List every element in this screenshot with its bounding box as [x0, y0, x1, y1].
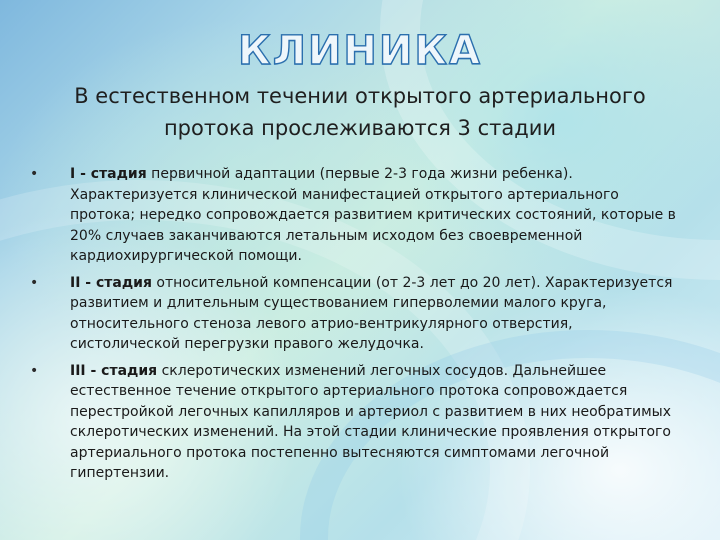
- stage-item-2: [26, 273, 686, 355]
- stage-description: относительной компенсации (от 2-3 лет до 20 лет). Характеризуется развитием и длительным существованием гиперволемии малого круга, относительного стеноза левого атрио-вентрикулярного отверстия, систолической перегрузки правого желудочка.: [70, 274, 673, 352]
- stage-item-3: [26, 361, 686, 484]
- stage-description: первичной адаптации (первые 2-3 года жизни ребенка). Характеризуется клинической манифестацией открытого артериального протока; нередко сопровождается развитием критических состояний, которые в 20% случаев заканчиваются летальным исходом без своевременной кардиохирургической помощи.: [70, 166, 676, 264]
- slide-title: КЛИНИКА: [238, 28, 482, 74]
- bullet-icon: •: [30, 362, 39, 379]
- stage-label: I - стадия: [70, 166, 147, 182]
- stage-label: III - стадия: [70, 362, 158, 379]
- bullet-icon: •: [30, 166, 39, 182]
- bullet-icon: •: [30, 274, 39, 291]
- stage-list: [26, 164, 686, 490]
- stage-item-1: [26, 164, 686, 267]
- stage-label: II - стадия: [70, 274, 152, 291]
- slide-subtitle: В естественном течении открытого артериального протока прослеживаются 3 стадии: [74, 84, 646, 140]
- stage-description: склеротических изменений легочных сосудов. Дальнейшее естественное течение открытого артериального протока сопровождается перестройкой легочных капилляров и артериол с развитием в них необратимых склеротических изменений. На этой стадии клинические проявления открытого артериального протока постепенно вытесняются симптомами легочной гипертензии.: [70, 362, 671, 481]
